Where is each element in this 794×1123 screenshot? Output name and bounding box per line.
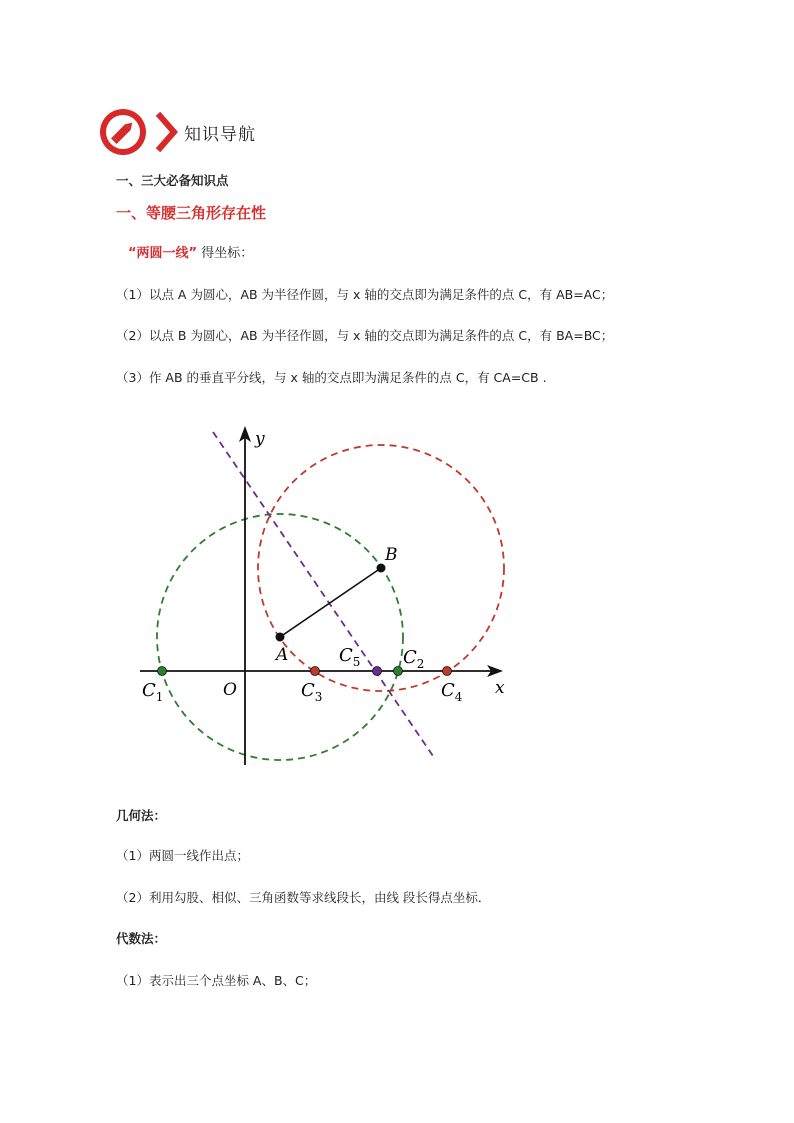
geometry-figure — [135, 420, 535, 780]
geometry-method-title: 几何法： — [116, 808, 167, 823]
perpendicular-bisector — [213, 432, 433, 756]
method-quote: “两圆一线” — [128, 246, 198, 261]
c1-label: $C_1$ — [142, 680, 164, 704]
point-c1 — [158, 667, 167, 676]
step-3: （3）作 AB 的垂直平分线，与 x 轴的交点即为满足条件的点 C，有 CA=CB . — [116, 370, 547, 385]
c3-label: $C_3$ — [301, 680, 323, 704]
chevron-right-icon — [156, 112, 178, 152]
algebra-method-title: 代数法： — [116, 931, 167, 946]
point-a-label: A — [276, 645, 289, 665]
subsection-title: 一、等腰三角形存在性 — [116, 204, 267, 222]
method-suffix: 得坐标： — [201, 246, 254, 261]
origin-label: O — [223, 680, 237, 700]
c2-label: $C_2$ — [403, 647, 425, 671]
nav-title: 知识导航 — [184, 124, 256, 145]
point-c4 — [443, 667, 452, 676]
algebra-method-item: （1）表示出三个点坐标 A、B、C； — [116, 973, 317, 988]
pencil-icon — [100, 109, 146, 155]
point-c5 — [373, 667, 382, 676]
segment-ab — [280, 568, 381, 637]
point-b-label: B — [385, 545, 398, 565]
point-c2 — [394, 667, 403, 676]
step-1: （1）以点 A 为圆心，AB 为半径作圆，与 x 轴的交点即为满足条件的点 C，有 AB=AC； — [116, 287, 614, 302]
c4-label: $C_4$ — [441, 680, 463, 704]
section-title: 一、三大必备知识点 — [116, 173, 229, 188]
step-2: （2）以点 B 为圆心，AB 为半径作圆，与 x 轴的交点即为满足条件的点 C，有 BA=BC； — [116, 328, 614, 343]
point-c3 — [311, 667, 320, 676]
geometry-method-item: （1）两圆一线作出点； — [116, 848, 249, 863]
geometry-method-item: （2）利用勾股、相似、三角函数等求线段长，由线 段长得点坐标． — [116, 890, 491, 905]
y-axis-label: y — [255, 429, 265, 449]
method-line — [128, 242, 253, 261]
knowledge-nav-header — [100, 107, 256, 157]
c5-label: $C_5$ — [339, 645, 361, 669]
point-a — [276, 633, 285, 642]
x-axis-label: x — [495, 678, 505, 698]
